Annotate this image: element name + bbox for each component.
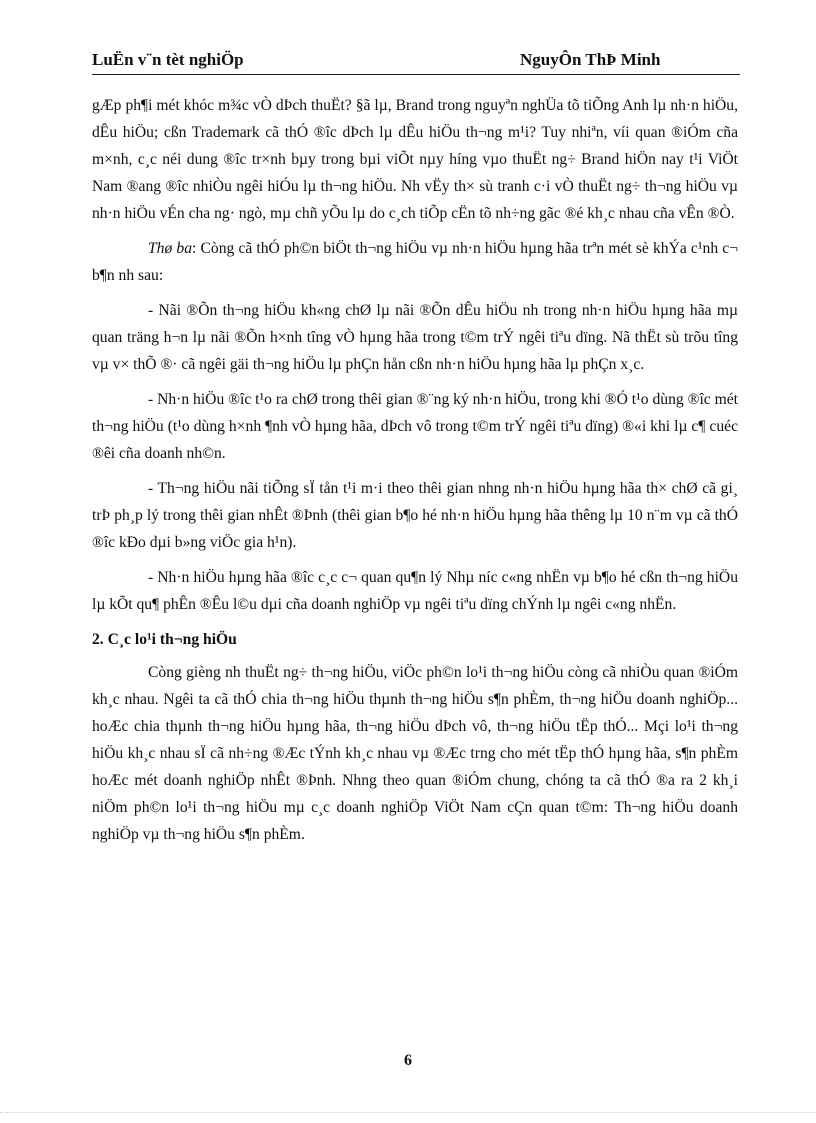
bullet-paragraph-2: - Nh·n hiÖu ®îc t¹o ra chØ trong thêi gian ®¨ng ký nh·n hiÖu, trong khi ®Ó t¹o dùng ®îc mét th¬ng hiÖu (t¹o dùng h×nh ¶nh vÒ hµng hãa, dÞch vô trong t©m trÝ ngêi tiªu dïng) ®«i khi lµ c¶ cuéc ®êi cña doanh nh©n. <box>92 391 738 462</box>
header-author-name: NguyÔn ThÞ Minh <box>520 50 661 69</box>
paragraph-continuation: gÆp ph¶i mét khóc m¾c vÒ dÞch thuËt? §ã lµ, Brand trong nguyªn nghÜa tõ tiÕng Anh lµ nh·n hiÖu, dÊu hiÖu; cßn Trademark cã thÓ ®îc dÞch lµ dÊu hiÖu th¬ng m¹i? Tuy nhiªn, víi quan ®iÓm cña m×nh, c¸c néi dung ®îc tr×nh bµy trong bµi viÕt nµy híng vµo thuËt ng÷ Brand hiÖn nay t¹i ViÖt Nam ®ang ®îc nhiÒu ngêi hiÓu lµ th¬ng hiÖu. Nh vËy th× sù tranh c·i vÒ thuËt ng÷ th¬ng hiÖu vµ nh·n hiÖu vÉn cha ng· ngò, mµ chñ yÕu lµ do c¸ch tiÕp cËn tõ nh÷ng gãc ®é kh¸c nhau cña vÊn ®Ò. <box>92 97 738 222</box>
page-bottom-border <box>0 1112 816 1113</box>
header-thesis-title: LuËn v¨n tèt nghiÖp <box>92 50 244 69</box>
bullet-paragraph-4: - Nh·n hiÖu hµng hãa ®îc c¸c c¬ quan qu¶n lý Nhµ níc c«ng nhËn vµ b¶o hé cßn th¬ng hiÖu lµ kÕt qu¶ phÊn ®Êu l©u dµi cña doanh nghiÖp vµ ngêi tiªu dïng chÝnh lµ ngêi c«ng nhËn. <box>92 569 738 613</box>
body-text <box>92 92 738 856</box>
page-number: 6 <box>404 1052 412 1069</box>
third-point-lead: Thø ba <box>148 240 193 257</box>
third-point-text: : Còng cã thÓ ph©n biÖt th¬ng hiÖu vµ nh·n hiÖu hµng hãa trªn mét sè khÝa c¹nh c¬ b¶n nh sau: <box>92 240 738 284</box>
section-heading: 2. C¸c lo¹i th¬ng hiÖu <box>92 631 237 648</box>
header-divider <box>92 74 740 75</box>
page-header <box>92 48 740 74</box>
section-paragraph: Còng gièng nh thuËt ng÷ th¬ng hiÖu, viÖc ph©n lo¹i th¬ng hiÖu còng cã nhiÒu quan ®iÓm kh¸c nhau. Ngêi ta cã thÓ chia th¬ng hiÖu thµnh th¬ng hiÖu s¶n phÈm, th¬ng hiÖu doanh nghiÖp... hoÆc chia thµnh th¬ng hiÖu hµng hãa, th¬ng hiÖu dÞch vô, th¬ng hiÖu tËp thÓ... Mçi lo¹i th¬ng hiÖu kh¸c nhau sÏ cã nh÷ng ®Æc tÝnh kh¸c nhau vµ ®Æc trng cho mét tËp thÓ hµng hãa, s¶n phÈm hoÆc mét doanh nghiÖp nhÊt ®Þnh. Nhng theo quan ®iÓm chung, chóng ta cã thÓ ®a ra 2 kh¸i niÖm ph©n lo¹i th¬ng hiÖu mµ c¸c doanh nghiÖp ViÖt Nam cÇn quan t©m: Th¬ng hiÖu doanh nghiÖp vµ th¬ng hiÖu s¶n phÈm. <box>92 664 738 843</box>
bullet-paragraph-3: - Th¬ng hiÖu nãi tiÕng sÏ tån t¹i m·i theo thêi gian nhng nh·n hiÖu hµng hãa th× chØ cã gi¸ trÞ ph¸p lý trong thêi gian nhÊt ®Þnh (thêi gian b¶o hé nh·n hiÖu hµng hãa thêng lµ 10 n¨m vµ cã thÓ ®îc kÐo dµi b»ng viÖc gia h¹n). <box>92 480 738 551</box>
bullet-paragraph-1: - Nãi ®Õn th¬ng hiÖu kh«ng chØ lµ nãi ®Õn dÊu hiÖu nh trong nh·n hiÖu hµng hãa mµ quan träng h¬n lµ nãi ®Õn h×nh tîng vÒ hµng hãa trong t©m trÝ ngêi tiªu dïng. Nã thËt sù trõu tîng vµ v× thÕ ®· cã ngêi gäi th¬ng hiÖu lµ phÇn hån cßn nh·n hiÖu hµng hãa lµ phÇn x¸c. <box>92 302 738 373</box>
paragraph-third-point <box>92 235 738 289</box>
